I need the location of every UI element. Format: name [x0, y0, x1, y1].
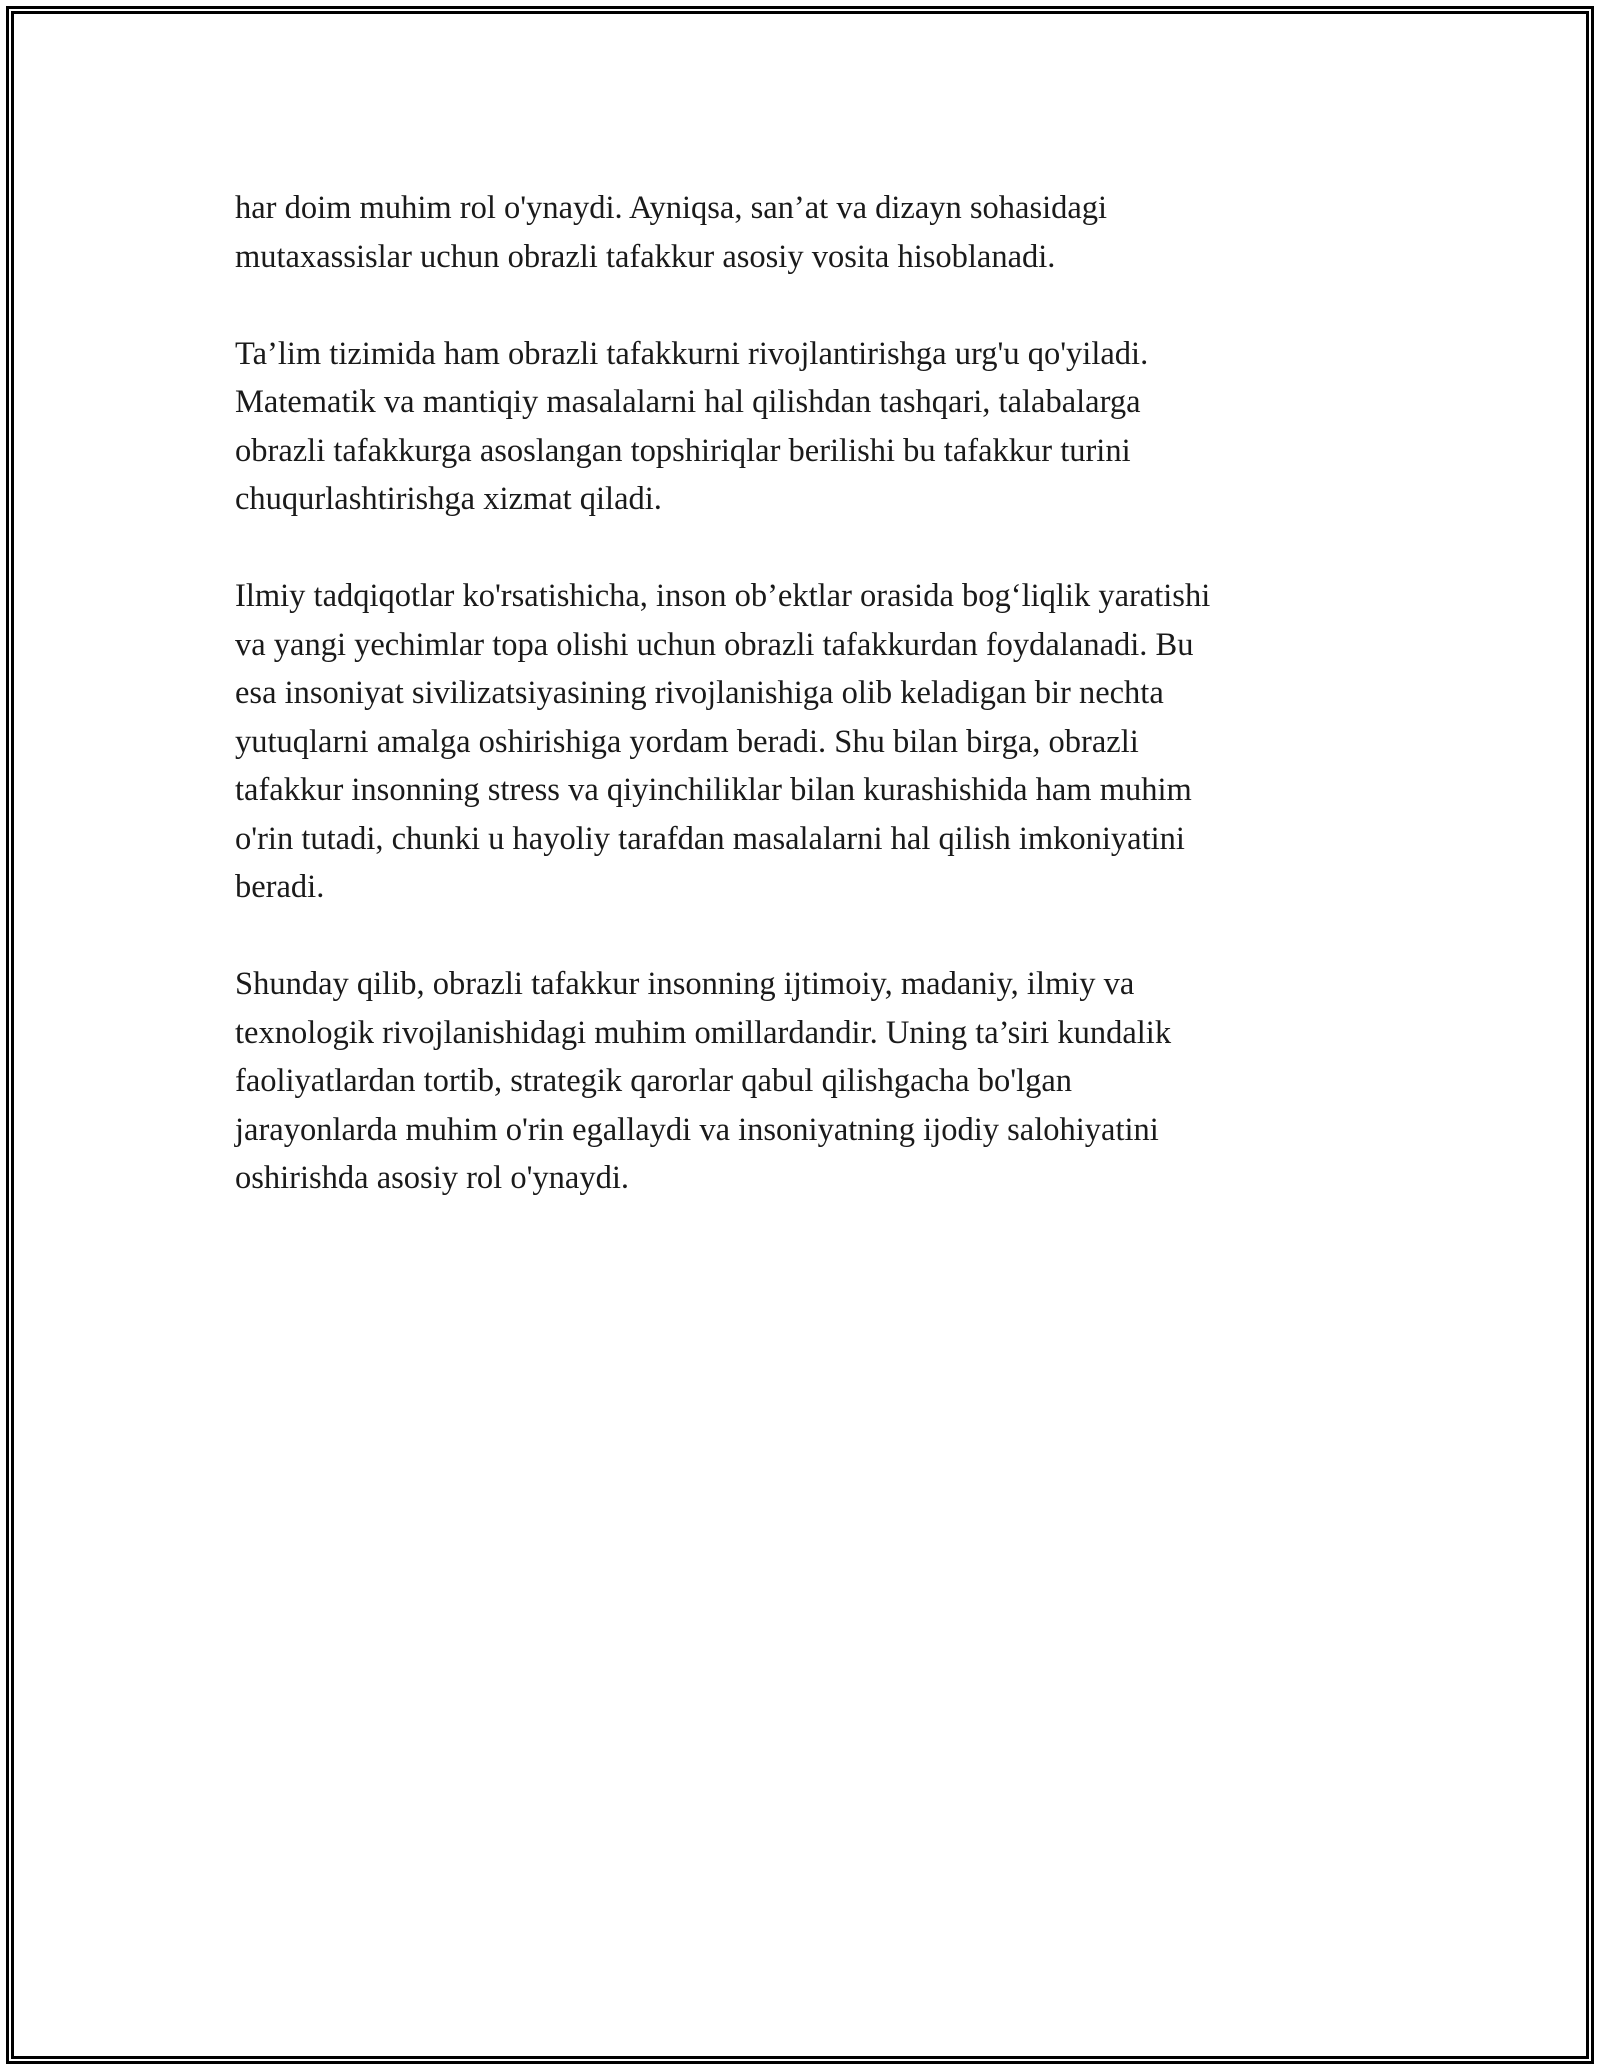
text-line: jarayonlarda muhim o'rin egallaydi va insoniyatning ijodiy salohiyatini [235, 1111, 1159, 1148]
text-line: tafakkur insonning stress va qiyinchiliklar bilan kurashishida ham muhim [235, 772, 1192, 808]
text-line: oshirishda asosiy rol o'ynaydi. [235, 1160, 630, 1196]
text-line: beradi. [235, 869, 325, 905]
text-line: Matematik va mantiqiy masalalarni hal qilishdan tashqari, talabalarga [235, 384, 1141, 420]
text-line: texnologik rivojlanishidagi muhim omillardandir. Uning ta’siri kundalik [235, 1014, 1172, 1051]
text-line: esa insoniyat sivilizatsiyasining rivojlanishiga olib keladigan bir nechta [235, 675, 1164, 711]
text-line: Ta’lim tizimida ham obrazli tafakkurni rivojlantirishga urg'u qo'yiladi. [235, 335, 1149, 372]
text-line: Shunday qilib, obrazli tafakkur insonning ijtimoiy, madaniy, ilmiy va [235, 966, 1135, 1002]
document-body [235, 184, 1355, 1251]
text-line: chuqurlashtirishga xizmat qiladi. [235, 481, 662, 517]
paragraph-3 [235, 572, 1355, 912]
text-line: obrazli tafakkurga asoslangan topshiriqlar berilishi bu tafakkur turini [235, 432, 1131, 469]
paragraph-4 [235, 960, 1355, 1203]
text-line: va yangi yechimlar topa olishi uchun obrazli tafakkurdan foydalanadi. Bu [235, 626, 1194, 663]
text-line: yutuqlarni amalga oshirishiga yordam beradi. Shu bilan birga, obrazli [235, 723, 1139, 760]
text-line: mutaxassislar uchun obrazli tafakkur asosiy vosita hisoblanadi. [235, 238, 1056, 275]
text-line: har doim muhim rol o'ynaydi. Ayniqsa, san’at va dizayn sohasidagi [235, 190, 1108, 226]
text-line: Ilmiy tadqiqotlar ko'rsatishicha, inson ob’ektlar orasida bog‘liqlik yaratishi [235, 578, 1211, 614]
text-line: o'rin tutadi, chunki u hayoliy tarafdan masalalarni hal qilish imkoniyatini [235, 820, 1185, 857]
paragraph-2 [235, 330, 1355, 524]
text-line: faoliyatlardan tortib, strategik qarorlar qabul qilishgacha bo'lgan [235, 1063, 1073, 1099]
paragraph-1 [235, 184, 1355, 281]
